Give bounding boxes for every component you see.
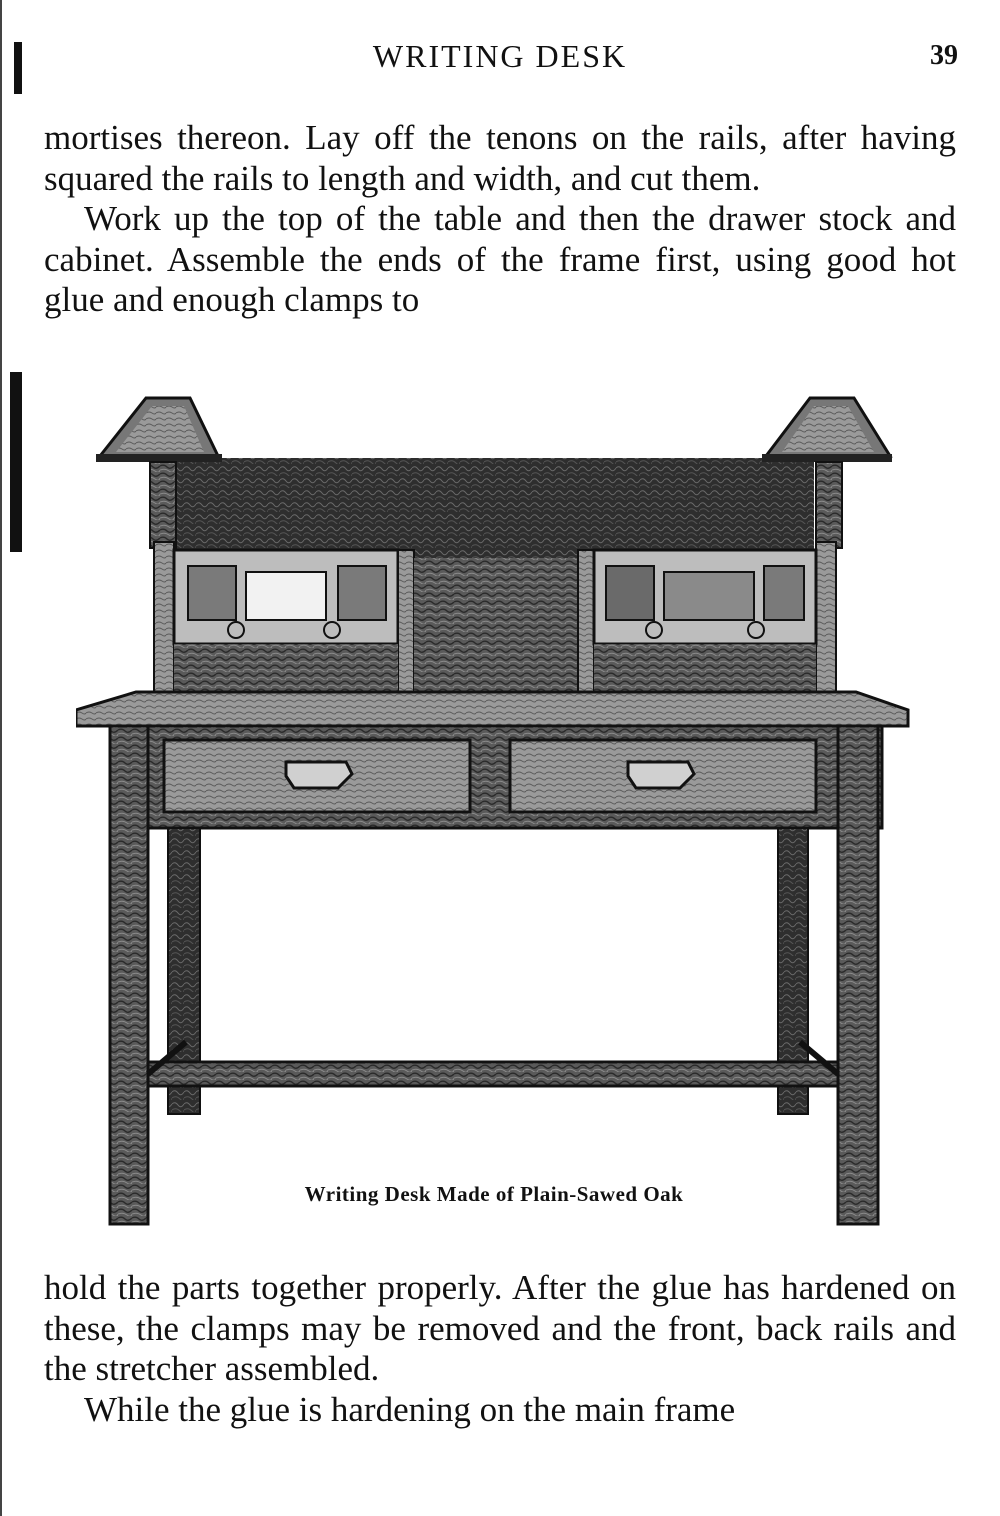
figure	[76, 392, 912, 1232]
page-number: 39	[930, 40, 958, 71]
paragraph: hold the parts together properly. After the glue has hardened on these, the clamps may be removed and the front, back rails and the stretcher assembled.	[44, 1268, 956, 1388]
body-text-top	[44, 118, 956, 321]
running-head-title: WRITING DESK	[372, 38, 628, 74]
paragraph: mortises thereon. Lay off the tenons on the rails, after having squared the rails to length and width, and cut them.	[44, 118, 956, 198]
paragraph: While the glue is hardening on the main frame	[84, 1389, 736, 1429]
figure-caption: Writing Desk Made of Plain-Sawed Oak	[304, 1182, 684, 1206]
body-text-bottom	[44, 1268, 956, 1430]
page-edge-mark	[0, 0, 2, 1516]
page-edge-mark	[10, 372, 22, 552]
writing-desk-illustration-icon	[76, 392, 912, 1232]
paragraph: Work up the top of the table and then the drawer stock and cabinet. Assemble the ends of the frame first, using good hot glue and enough clamps to	[44, 199, 956, 319]
running-header	[0, 38, 1000, 82]
